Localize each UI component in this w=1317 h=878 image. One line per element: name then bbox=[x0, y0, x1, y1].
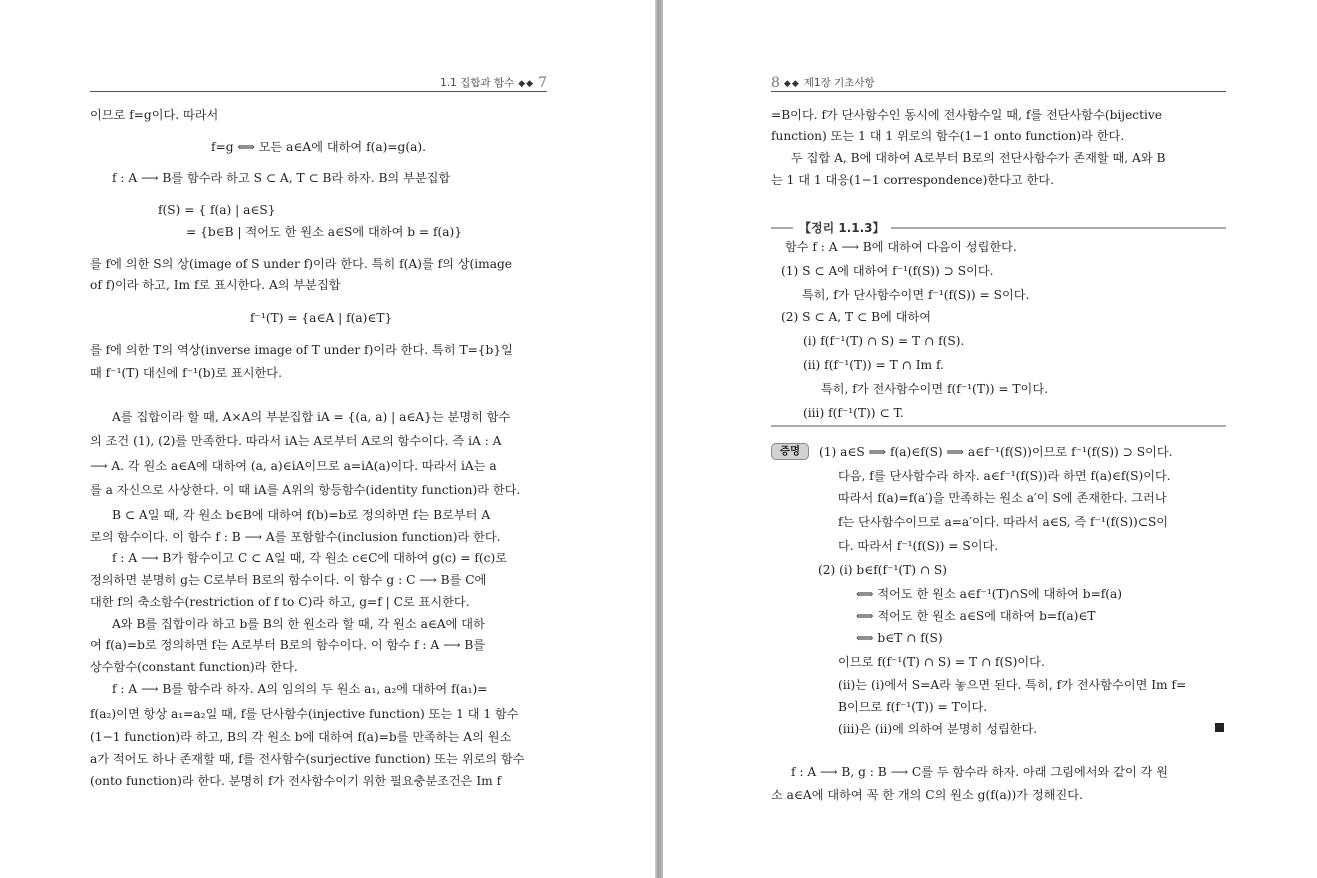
header-section-title: 1.1 집합과 함수 bbox=[440, 77, 515, 89]
proof-line: (ii)는 (i)에서 S=A라 놓으면 된다. 특히, f가 전사함수이면 Im f= bbox=[838, 678, 1187, 692]
text-line: f : A ⟶ B, g : B ⟶ C를 두 함수라 하자. 아래 그림에서와 같이 각 원 bbox=[791, 765, 1169, 779]
theorem-label: 【정리 1.1.3】 bbox=[793, 219, 891, 236]
theorem-line: 특히, f가 단사함수이면 f⁻¹(f(S)) = S이다. bbox=[802, 288, 1030, 302]
proof-line: 이므로 f(f⁻¹(T) ∩ S) = T ∩ f(S)이다. bbox=[838, 655, 1045, 669]
text-line: 를 f에 의한 T의 역상(inverse image of T under f)이라 한다. 특히 T={b}일 bbox=[90, 343, 513, 357]
display-equation: f⁻¹(T) = {a∈A | f(a)∈T} bbox=[250, 311, 393, 325]
proof-line: 따라서 f(a)=f(a′)을 만족하는 원소 a′이 S에 존재한다. 그러나 bbox=[838, 491, 1167, 505]
proof-badge: 증명 bbox=[771, 443, 809, 460]
proof-line: ⟺ b∈T ∩ f(S) bbox=[856, 631, 943, 645]
theorem-line: 함수 f : A ⟶ B에 대하여 다음이 성립한다. bbox=[785, 240, 1017, 254]
running-header-left bbox=[90, 75, 547, 92]
header-chapter-title: 제1장 기초사항 bbox=[803, 77, 875, 89]
text-line: ⟶ A. 각 원소 a∈A에 대하여 (a, a)∈iA이므로 a=iA(a)이다. 따라서 iA는 a bbox=[90, 459, 497, 473]
text-line: B ⊂ A일 때, 각 원소 b∈B에 대하여 f(b)=b로 정의하면 f는 B로부터 A bbox=[112, 508, 491, 522]
text-line: 여 f(a)=b로 정의하면 f는 A로부터 B로의 함수이다. 이 함수 f : A ⟶ B를 bbox=[90, 638, 486, 652]
right-page bbox=[663, 0, 1317, 878]
text-line: of f)이라 하고, Im f로 표시한다. A의 부분집합 bbox=[90, 278, 341, 292]
proof-line: ⟺ 적어도 한 원소 a∈S에 대하여 b=f(a)∈T bbox=[856, 609, 1096, 623]
text-line: 의 조건 (1), (2)를 만족한다. 따라서 iA는 A로부터 A로의 함수이다. 즉 iA : A bbox=[90, 434, 502, 448]
text-line: 는 1 대 1 대응(1−1 correspondence)한다고 한다. bbox=[771, 173, 1054, 187]
theorem-header bbox=[771, 222, 1226, 234]
text-line: f : A ⟶ B를 함수라 하자. A의 임의의 두 원소 a₁, a₂에 대하여 f(a₁)= bbox=[112, 682, 488, 696]
text-line: 를 f에 의한 S의 상(image of S under f)이라 한다. 특히 f(A)를 f의 상(image bbox=[90, 257, 513, 271]
theorem-line: (1) S ⊂ A에 대하여 f⁻¹(f(S)) ⊃ S이다. bbox=[781, 264, 994, 278]
theorem-line: 특히, f가 전사함수이면 f(f⁻¹(T)) = T이다. bbox=[821, 382, 1048, 396]
qed-square-icon bbox=[1215, 723, 1224, 732]
display-equation: f(S) = { f(a) | a∈S} bbox=[158, 203, 276, 217]
theorem-line: (i) f(f⁻¹(T) ∩ S) = T ∩ f(S). bbox=[803, 334, 965, 348]
text-line: 상수함수(constant function)라 한다. bbox=[90, 660, 298, 674]
proof-line: (iii)은 (ii)에 의하여 분명히 성립한다. bbox=[838, 722, 1038, 736]
text-line: 때 f⁻¹(T) 대신에 f⁻¹(b)로 표시한다. bbox=[90, 366, 282, 380]
text-line: =B이다. f가 단사함수인 동시에 전사함수일 때, f를 전단사함수(bijective bbox=[771, 108, 1163, 122]
text-line: 로의 함수이다. 이 함수 f : B ⟶ A를 포함함수(inclusion function)라 한다. bbox=[90, 530, 501, 544]
proof-line: ⟺ 적어도 한 원소 a∈f⁻¹(T)∩S에 대하여 b=f(a) bbox=[856, 587, 1123, 601]
text-line: a가 적어도 하나 존재할 때, f를 전사함수(surjective function) 또는 위로의 함수 bbox=[90, 752, 525, 766]
theorem-bottom-rule bbox=[771, 425, 1226, 427]
proof-line: f는 단사함수이므로 a=a′이다. 따라서 a∈S, 즉 f⁻¹(f(S))⊂S이 bbox=[838, 515, 1169, 529]
proof-line: (2) (i) b∈f(f⁻¹(T) ∩ S) bbox=[818, 563, 948, 577]
proof-line: (1) a∈S ⟹ f(a)∈f(S) ⟹ a∈f⁻¹(f(S))이므로 f⁻¹(f(S)) ⊃ S이다. bbox=[819, 445, 1173, 459]
text-line: 정의하면 분명히 g는 C로부터 B로의 함수이다. 이 함수 g : C ⟶ B를 C에 bbox=[90, 573, 487, 587]
theorem-line: (iii) f(f⁻¹(T)) ⊂ T. bbox=[803, 406, 904, 420]
header-ornament: ◆◆ bbox=[518, 79, 535, 89]
book-gutter bbox=[655, 0, 663, 878]
proof-line: 다음, f를 단사함수라 하자. a∈f⁻¹(f(S))라 하면 f(a)∈f(S)이다. bbox=[838, 469, 1171, 483]
text-line: (onto function)라 한다. 분명히 f가 전사함수이기 위한 필요충분조건은 Im f bbox=[90, 774, 502, 788]
proof-line: 다. 따라서 f⁻¹(f(S)) = S이다. bbox=[838, 539, 999, 553]
page-number: 7 bbox=[538, 75, 547, 91]
text-line: A와 B를 집합이라 하고 b를 B의 한 원소라 할 때, 각 원소 a∈A에 대하 bbox=[112, 617, 485, 631]
display-equation: f=g ⟺ 모든 a∈A에 대하여 f(a)=g(a). bbox=[210, 140, 427, 154]
text-line: 두 집합 A, B에 대하여 A로부터 B로의 전단사함수가 존재할 때, A와 B bbox=[791, 151, 1166, 165]
text-line: 이므로 f=g이다. 따라서 bbox=[90, 108, 219, 122]
page-number: 8 bbox=[771, 75, 780, 91]
text-line: f(a₂)이면 항상 a₁=a₂일 때, f를 단사함수(injective function) 또는 1 대 1 함수 bbox=[90, 707, 519, 721]
running-header-right bbox=[771, 75, 1226, 92]
proof-line: B이므로 f(f⁻¹(T)) = T이다. bbox=[838, 700, 988, 714]
text-line: f : A ⟶ B가 함수이고 C ⊂ A일 때, 각 원소 c∈C에 대하여 g(c) = f(c)로 bbox=[112, 551, 508, 565]
text-line: function) 또는 1 대 1 위로의 함수(1−1 onto function)라 한다. bbox=[771, 129, 1125, 143]
text-line: 소 a∈A에 대하여 꼭 한 개의 C의 원소 g(f(a))가 정해진다. bbox=[771, 788, 1083, 802]
header-ornament: ◆◆ bbox=[783, 79, 800, 89]
display-equation: = {b∈B | 적어도 한 원소 a∈S에 대하여 b = f(a)} bbox=[186, 225, 463, 239]
left-page bbox=[0, 0, 655, 878]
text-line: 를 a 자신으로 사상한다. 이 때 iA를 A위의 항등함수(identity function)라 한다. bbox=[90, 483, 521, 497]
theorem-line: (2) S ⊂ A, T ⊂ B에 대하여 bbox=[781, 310, 932, 324]
text-line: 대한 f의 축소함수(restriction of f to C)라 하고, g=f | C로 표시한다. bbox=[90, 595, 470, 609]
theorem-line: (ii) f(f⁻¹(T)) = T ∩ Im f. bbox=[803, 358, 944, 372]
text-line: f : A ⟶ B를 함수라 하고 S ⊂ A, T ⊂ B라 하자. B의 부분집합 bbox=[112, 171, 451, 185]
text-line: A를 집합이라 할 때, A×A의 부분집합 iA = {(a, a) | a∈A}는 분명히 함수 bbox=[112, 410, 511, 424]
text-line: (1−1 function)라 하고, B의 각 원소 b에 대하여 f(a)=b를 만족하는 A의 원소 bbox=[90, 730, 512, 744]
